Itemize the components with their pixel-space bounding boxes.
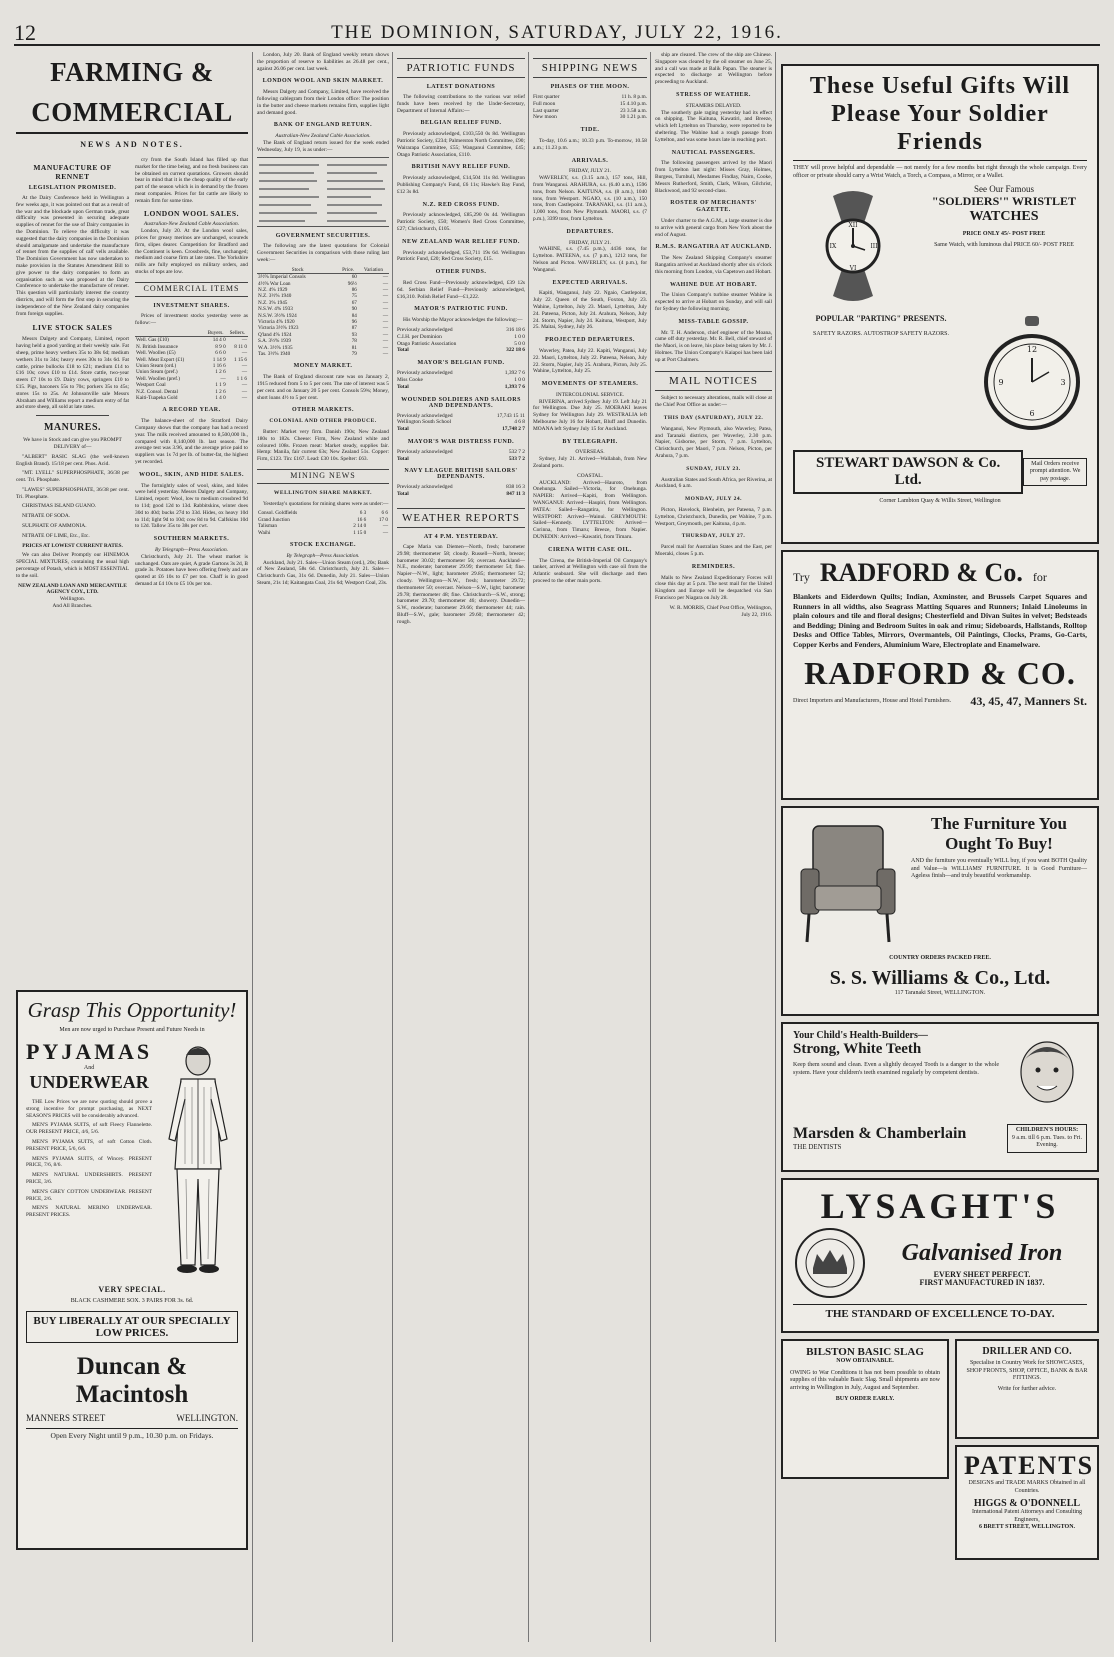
reminders-signature: W. R. MORRIS, Chief Post Office, Wellington, July 22, 1916. [669, 604, 772, 618]
manure-item: "MT. LYELL" SUPERPHOSPHATE, 36/38 per cent. Tri. Phosphate. [16, 470, 129, 484]
southern-sub: By Telegraph—Press Association. [154, 546, 229, 553]
exchange-heading: STOCK EXCHANGE. [289, 542, 357, 549]
lysaght-advertisement [781, 1178, 1099, 1333]
manures-branches: And All Branches. [52, 603, 93, 610]
manure-item: SULPHATE OF AMMONIA. [22, 523, 87, 530]
watch-price: PRICE ONLY 45/- POST FREE [962, 230, 1046, 237]
radford-heading: RADFORD & Co. [819, 558, 1023, 587]
column-rule [775, 52, 776, 1642]
other-markets-heading: OTHER MARKETS. [291, 407, 354, 414]
departures-heading: DEPARTURES. [566, 228, 614, 235]
pocket-watch-illustration [977, 314, 1087, 444]
svg-text:VI: VI [849, 265, 857, 272]
table-row: Well. Meat Export (£1) 1 14 9 1 15 6 [136, 356, 247, 363]
expected-heading: EXPECTED ARRIVALS. [552, 279, 628, 286]
divider [36, 415, 109, 416]
manure-item: "LAWES" SUPERPHOSPHATE, 36/38 per cent. Tri. Phosphate. [16, 486, 129, 500]
manures-company: NEW ZEALAND LOAN AND MERCANTILE AGENCY COY., LTD. [18, 582, 127, 596]
list-item: MEN'S PYJAMA SUITS, of Wincey. PRESENT PRICE, 7/6, 8/6. [26, 1155, 153, 1169]
gifts-body: THEY will prove helpful and dependable — not merely for a few months but right through the whole campaign. Every officer or private should carry a Wrist Watch, a Torch, a Compass, a Mirror, or a Wallet. [793, 165, 1087, 179]
svg-text:XII: XII [848, 222, 858, 229]
weather-time: AT 4 P.M. YESTERDAY. [423, 534, 499, 541]
passengers-heading: NAUTICAL PASSENGERS. [671, 149, 756, 156]
table-row: Consol. Goldfields 6 3 6 6 [258, 510, 388, 517]
table-row: Well. Woollen (£5) 6 6 0 — [136, 350, 247, 357]
table-row: Tas. 3½% 1940 79 — [258, 351, 388, 358]
money-heading: MONEY MARKET. [293, 363, 353, 370]
list-item: Total 1,393 7 6 [397, 383, 525, 390]
manure-item: "ALBERT" BASIC SLAG (the well-known English Brand). 15/18 per cent. Phos. Acid. [16, 453, 129, 467]
table-row: Grand Junction 16 6 17 0 [258, 516, 388, 523]
furniture-body: AND the furniture you eventually WILL buy, if you want BOTH Quality and Value—is WILLIAMS' FURNITURE. It is Good Furniture—Ageless finish—and truly beautiful workmanship. [911, 858, 1087, 880]
table-row: N.S.W. 3½% 1924 84 — [258, 312, 388, 319]
list-item: Previously acknowledged 316 18 6 [397, 326, 525, 333]
list-item: MEN'S NATURAL UNDERSHIRTS. PRESENT PRICE, 3/6. [26, 1172, 153, 1185]
duncan-city: WELLINGTON. [176, 1413, 238, 1423]
williams-address: 117 Taranaki Street, WELLINGTON. [894, 989, 986, 996]
weather-article: Cape Maria van Diemen—North, fresh; barometer 29.98; thermometer 58; cloudy. Russell—North, breeze; barometer 30.02; thermometer 56; overcast. Auckland—N.E., moderate; barometer 29.99; thermometer 54; fine. Napier—N.W., light; barometer 29.85; thermometer 52; cloudy. Wellington—N.W., fresh; barometer 29.72; thermometer 50; overcast. Nelson—S.W., light; barometer 29.78; thermometer 48; fine. Christchurch—S.W., strong; barometer 29.70; thermometer 46; showery. Dunedin—S.W., moderate; barometer 29.66; thermometer 44; rain. Bluff—S.W., gale; barometer 29.60; thermometer 42; rough. [397, 544, 525, 625]
williams-furniture-advertisement [781, 806, 1099, 1016]
shipping-news-heading: SHIPPING NEWS [533, 58, 647, 78]
teeth-heading-2: Strong, White Teeth [793, 1041, 922, 1057]
london-wool-sub: Australian-New Zealand Cable Association. [143, 221, 240, 228]
patents-advertisement [955, 1445, 1099, 1560]
duncan-street: MANNERS STREET [26, 1413, 106, 1423]
manures-intro: We have in Stock and can give you PROMPT DELIVERY of— [23, 437, 122, 450]
shipping-articles: TIDE. To-day, 10.6 a.m.; 10.33 p.m. To-morrow, 10.58 a.m.; 11.23 p.m. ARRIVALS. FRIDAY, JULY 21. WAVERLEY, s.s. (3.15 a.m.), 157 tons, Hill, from Wanganui. ARAHURA, s.s. (6.40 a.m.), 1596 tons, from Nelson. KAITUNA, s.s. (8 a.m.), 1040 tons, from Westport. NGAIO, s.s. (10 a.m.), 150 tons, from Castlepoint. TARANAKI, s.s. (11 a.m.), 1,000 tons, from New Plymouth. MAORI, s.s. (7 p.m.), 3399 tons, from Lyttelton. DEPARTURES. FRIDAY, JULY 21. WAHINE, s.s. (7.45 p.m.), 4436 tons, for Lyttelton. PATEENA, s.s. (7 p.m.), 1212 tons, for Nelson and Picton. WAVERLEY, s.s. (4 p.m.), for Wanganui. EXPECTED ARRIVALS. Kapiti, Wanganui, July 22. Ngaio, Castlepoint, July 22. Queen of the South, Foxton, July 23. Wahine, Lyttelton, July 23. Maori, Lyttelton, July 24. Pateena, Picton, July 24. Arahura, Nelson, July 24. Storm, Napier, July 24. Kaituna, Westport, July 25. Maitai, Sydney, July 26. PROJECTED DEPARTURES. Waverley, Patea, July 22. Kapiti, Wanganui, July 22. Maori, Lyttelton, July 22. Pateena, Nelson, July 22. Storm, Napier, July 25. Arahura, Picton, July 25. Wahine, Lyttelton, July 25. MOVEMENTS OF STEAMERS. INTERCOLONIAL SERVICE. RIVERINA, arrived Sydney July 19. Left July 21 for Wellington. Due July 25. MOERAKI leaves Sydney for Wellington July 29. WESTRALIA left Melbourne July 16 for Hobart, Bluff and Dunedin. MOANA left Sydney July 15 for Auckland. BY TELEGRAPH. OVERSEAS. Sydney, July 21. Arrived—Wallabah, from New Zealand ports. COASTAL. AUCKLAND: Arrived—Hauroto, from Onehunga. Sailed—Victoria, for Onehunga. NAPIER: Arrived—Kapiti, from Wellington. WANGANUI: Arrived—Haupiri, from Wellington. PATEA: Sailed—Rangatira, for Wellington. WESTPORT: Arrived—Wainui. GREYMOUTH: Sailed—Kennedy. LYTTELTON: Arrived—Corinna, from Timaru; Breeze, from Napier. DUNEDIN: Arrived—Kawatiri, from Timaru. CIRENA WITH CASE OIL. The Cirena, the British-Imperial Oil Company's tanker, arrived at Wellington with case oil from the Atlantic seaboard. She will discharge and then proceed to the other main ports. [533, 127, 647, 585]
dentists-logo: Marsden & Chamberlain [793, 1125, 967, 1143]
list-item: Total 847 11 3 [397, 491, 525, 498]
govt-securities-table: Stock Price. Variation 3½% Imperial Consols 60 — 4½% War Loan 96½ — N.Z. 4% 1929 86 — N.Z. 3½% 1940 75 — N.Z. 3% 1945 67 — N.S.W. 4% 1933 90 — N.S.W. 3½% 1924 84 — Victoria 4% 1920 96 — Victoria 3½% 1923 87 — Q'land 4% 1924 93 — S.A. 3½% 1939 78 — W.A. 3½% 1935 81 — Tas. 3½% 1940 79 — [258, 266, 388, 358]
stewart-dawson-address: Corner Lambton Quay & Willis Street, Wellington [879, 498, 1001, 504]
weather-reports-heading: WEATHER REPORTS [397, 508, 525, 528]
luminous-price: Same Watch, with luminous dial PRICE 60/- POST FREE [934, 242, 1074, 248]
bank-return-figures [257, 157, 389, 227]
mail-day: MONDAY, JULY 24. [684, 496, 742, 503]
gifts-heading-1: These Useful Gifts Will [809, 73, 1071, 99]
list-item: Previously acknowledged 532 7 2 [397, 448, 525, 455]
table-row: S.A. 3½% 1939 78 — [258, 338, 388, 345]
manures-prices: PRICES AT LOWEST CURRENT RATES. [22, 542, 123, 549]
try-label: Try [793, 570, 810, 584]
pyjamas-advertisement [16, 990, 248, 1550]
mail-orders-note: Mail Orders receive prompt attention. We pay postage. [1023, 458, 1087, 487]
driller-cta: Write for further advice. [997, 1385, 1057, 1392]
navy-heading: BRITISH NAVY RELIEF FUND. [411, 164, 511, 171]
commercial-articles: A RECORD YEAR. The balance-sheet of the Stratford Dairy Company shows that the company has had a record year. The milk received amounted to 8,500,000 lb., compared with 8,140,000 lb. last season. The average test was 3.96, and the average price paid to suppliers was 1s 7d per lb. of butter-fat, the highest yet recorded. WOOL, SKIN, AND HIDE SALES. The fortnightly sales of wool, skins, and hides were held yesterday. Messrs Dalgety and Company, Limited, report: Wool, low to medium crossbred 9d to 11d; good 12d to 13d. Rabbitskins, winter does 30d to 40d; bucks 27d to 33d. Hides, ox heavy 10d to 11d; light 9d to 10d; cow 8d to 9d. Calfskins 10d to 12d. Tallow 35s to 38s per cwt. SOUTHERN MARKETS. By Telegraph—Press Association. Christchurch, July 21. The wheat market is unchanged. Oats are quiet, A grade Gartons 3s 2d, B grade 3s. Potatoes have been offering freely and are quoted at £6 10s to £7 per ton. Chaff is in good demand at £4 10s to £5 10s per ton. [135, 407, 248, 587]
redcross-heading: N.Z. RED CROSS FUND. [422, 201, 500, 208]
table-row: Westport Coal 1 1 9 — [136, 382, 247, 389]
shipping-notes: ship are cleared. The crew of the ship are Chinese. Singapore was cleared by the oil steamer on June 25, and a call was made at Balik Papan. The steamer is expected to discharge at Wellington before proceeding to Auckland. STRESS OF WEATHER. STEAMERS DELAYED. The southerly gale raging yesterday had its effect on shipping. The Kaituna, Kawatiri, and Breeze, which left Lyttelton on Thursday, were reported to be sheltering. The Wahine had a rough passage from Lyttelton, and was some hours late in reaching port. NAUTICAL PASSENGERS. The following passengers arrived by the Maori from Lyttelton last night: Misses Gray, Holmes, Burgess, Turnbull, Mesdames Findlay, Nairn, Cooke, Messrs Rutherford, Smith, Clark, Wilson, Gilchrist, Blackwood, and 92 second-class. ROSTER OF MERCHANTS' GAZETTE. Under charter to the A.G.M., a large steamer is due to arrive with general cargo from New York about the end of August. R.M.S. RANGATIRA AT AUCKLAND. The New Zealand Shipping Company's steamer Rangatira arrived at Auckland shortly after six o'clock this morning from London, via Capetown and Hobart. WAHINE DUE AT HOBART. The Union Company's turbine steamer Wahine is expected to arrive at Hobart on Sunday, and will sail for Sydney the following morning. MISS-TABLE GOSSIP. Mr. T. H. Anderson, chief engineer of the Moana, came off duty yesterday. Mr. R. Bell, chief steward of the Maori, is on leave, his place being taken by Mr. J. Holmes. The Union Company's Kaiapoi has been laid up at Port Chalmers. [655, 52, 772, 363]
svg-text:9: 9 [998, 378, 1004, 387]
radford-tagline: Direct Importers and Manufacturers, House and Hotel Furnishers. [793, 697, 952, 704]
table-row: Waihi 1 15 0 — [258, 529, 388, 536]
arrivals-heading: ARRIVALS. [571, 157, 609, 164]
list-item: Previously acknowledged 17,743 15 11 [397, 412, 525, 419]
galvanised-iron-heading: Galvanised Iron [901, 1240, 1063, 1266]
gifts-heading-2: Please Your Soldier Friends [793, 100, 1087, 161]
duncan-hours: Open Every Night until 9 p.m., 10.30 p.m. on Fridays. [26, 1428, 238, 1440]
svg-text:III: III [870, 243, 878, 250]
distress-heading: MAYOR'S WAR DISTRESS FUND. [407, 438, 515, 445]
mayor-fund-list [397, 327, 525, 354]
country-orders-note: COUNTRY ORDERS PACKED FREE. [889, 955, 991, 961]
radford-logo: RADFORD & CO. [804, 655, 1076, 691]
list-item: Wellington South School 4 6 8 [397, 419, 525, 426]
teeth-body: Keep them sound and clean. Even a slightly decayed Tooth is a danger to the whole system. Have your children's teeth examined regularly by competent dentists. [793, 1062, 999, 1076]
govt-securities: GOVERNMENT SECURITIES. The following are the latest quotations for Colonial Government Securities in comparison with those ruling last week:— [257, 232, 389, 263]
patents-heading: PATENTS [964, 1451, 1095, 1480]
radford-body: Blankets and Eiderdown Quilts; Indian, Axminster, and Brussels Carpet Squares and Runners in all widths, also Seagrass Matting Squares and Runners; Inlaid Linoleums in plain colours and tile and floral designs; Chesterfield and Divan Suites in velvet; Bedsteads and Bedding; Dining and Bedroom Suites in oak and rimu; Sideboards, Hallstands, Rolltop Desks and Office Tables, Mirrors, Overmantels, Oil Paintings, Clocks, Prams, Go-Carts, Copper Kerbs and Fenders, Aluminium Ware, Electroplate and Enamelware. [793, 592, 1087, 649]
war-relief-heading: NEW ZEALAND WAR RELIEF FUND. [402, 238, 520, 245]
bank-heading: BANK OF ENGLAND RETURN. [273, 122, 373, 129]
underwear-heading: UNDERWEAR [29, 1072, 149, 1092]
socks-offer: BLACK CASHMERE SOX. 3 PAIRS FOR 3s. 6d. [70, 1297, 194, 1304]
patriotic-articles: The following contributions to the various war relief funds have been received by the Under-Secretary, Department of Internal Affairs:— BELGIAN RELIEF FUND. Previously acknowledged, £103,550 0s 8d. Wellington Patriotic Society, £234; Palmerston North Committee, £90; Wairarapa Committee, £55; Wanganui Committee, £45; Otago Patriotic Association, £110. BRITISH NAVY RELIEF FUND. Previously acknowledged, £14,504 11s 8d. Wellington Publishing Company's Fund, £6 11s; Hawke's Bay Fund, £12 3s 8d. N.Z. RED CROSS FUND. Previously acknowledged, £85,290 0s 4d. Wellington Patriotic Society, £50; Women's Red Cross Committee, £27; Christchurch, £105. NEW ZEALAND WAR RELIEF FUND. Previously acknowledged, £53,711 19s 6d. Wellington Patriotic Fund, £20; Red Cross Society, £15. OTHER FUNDS. Red Cross Fund—Previously acknowledged, £39 12s 6d. Serbian Relief Fund—Previously acknowledged, £16,310. Polish Relief Fund—£1,222. MAYOR'S PATRIOTIC FUND. His Worship the Mayor acknowledges the following:— [397, 94, 525, 324]
grasp-heading: Grasp This Opportunity! [27, 998, 237, 1022]
for-label: for [1032, 570, 1047, 584]
buy-order-early: BUY ORDER EARLY. [835, 1396, 895, 1403]
london-wool-skin-heading: LONDON WOOL AND SKIN MARKET. [262, 78, 384, 85]
radford-advertisement [781, 550, 1099, 800]
mail-day: THURSDAY, JULY 27. [681, 533, 746, 540]
navy-league-list [397, 484, 525, 498]
svg-text:12: 12 [1026, 345, 1038, 354]
commercial-heading: COMMERCIAL ITEMS [135, 282, 248, 297]
column-shipping-notes [655, 52, 772, 621]
bilston-slag-advertisement [781, 1339, 949, 1479]
livestock-article: Messrs Dalgety and Company, Limited, report having held a good yarding at their weekly sale. Fat sheep, prime heavy wethers 35s to 38s 6d; medium wethers 31s to 34s; heavy ewes 30s to 34s 6d. Fat cattle, prime bullocks £18 to £21; medium £14 to £16 10s; cows £10 to £14. Store cattle, two-year steers £7 10s to £9. Dairy cows, springers £10 to £15. Pigs, baconers 55s to 70s; porkers 35s to 45s; stores 15s to 25s. At Johnsonville sale Messrs Abraham and Williams report a medium entry of fat and store sheep, all sold at late rates. [16, 336, 129, 411]
table-row: Victoria 4% 1920 96 — [258, 319, 388, 325]
patents-sub: International Patent Attorneys and Consulting Engineers, [972, 1509, 1082, 1523]
table-row: W.A. 3½% 1935 81 — [258, 344, 388, 351]
masthead [14, 20, 1100, 46]
teeth-heading-1: Your Child's Health-Builders— [793, 1030, 928, 1041]
tide-heading: TIDE. [580, 127, 600, 134]
every-sheet-perfect: EVERY SHEET PERFECT. [933, 1270, 1031, 1279]
lysaght-heading: LYSAGHT'S [820, 1186, 1060, 1226]
arrivals-day: FRIDAY, JULY 21. [568, 168, 612, 175]
grasp-intro: Men are now urged to Purchase Present and Future Needs in [59, 1027, 205, 1033]
svg-text:IX: IX [829, 243, 837, 250]
moon-phases-heading: PHASES OF THE MOON. [550, 84, 630, 90]
furniture-heading-2: Ought To Buy! [945, 834, 1053, 853]
column-shipping [533, 52, 647, 588]
wahine-heading: WAHINE DUE AT HOBART. [670, 281, 757, 288]
furniture-heading-1: The Furniture You [930, 814, 1068, 833]
list-item: MEN'S PYJAMA SUITS, of soft Fleecy Flannelette. OUR PRESENT PRICE, 4/6, 5/6. [26, 1122, 153, 1136]
list-item: Full moon 15 4.10 p.m. [533, 100, 647, 107]
column-rule [392, 52, 393, 1642]
telegraph-heading: BY TELEGRAPH. [562, 438, 618, 445]
children-hours: 9 a.m. till 6 p.m. Tues. to Fri. Evening. [1011, 1134, 1083, 1148]
table-row: Kaiti-Tuapeka Gold 1 4 0 — [136, 395, 247, 401]
manure-item: NITRATE OF SODA. [22, 513, 71, 520]
lysaght-trade-mark-emblem [793, 1226, 867, 1300]
exchange-sub: By Telegraph—Press Association. [286, 552, 360, 559]
govt-heading: GOVERNMENT SECURITIES. [275, 232, 371, 239]
table-row: Well. Woollen (pref.) — 1 1 6 [136, 375, 247, 382]
steamers-delayed-sub: STEAMERS DELAYED. [685, 102, 742, 109]
table-row: N.Z. Consol. Dental 1 2 6 — [136, 388, 247, 395]
record-heading: A RECORD YEAR. [162, 407, 221, 414]
overseas-heading: OVERSEAS. [575, 449, 605, 456]
grasp-items [26, 1122, 152, 1219]
very-special-label: VERY SPECIAL. [98, 1284, 166, 1294]
list-item: Otago Patriotic Association 5 0 0 [397, 340, 525, 347]
wounded-list [397, 413, 525, 433]
man-in-pyjamas-illustration [158, 1039, 238, 1279]
column-rule [528, 52, 529, 1642]
list-item: Previously acknowledged 1,392 7 6 [397, 370, 525, 377]
mining-heading: MINING NEWS [257, 469, 389, 484]
list-item: MEN'S GREY COTTON UNDERWEAR. PRESENT PRICE, 2/6. [26, 1188, 153, 1202]
column-rule [252, 52, 253, 1642]
southern-heading: SOUTHERN MARKETS. [153, 536, 230, 543]
rennet-heading: MANUFACTURE OF RENNET [33, 163, 112, 181]
table-row: N.Z. 4% 1929 86 — [258, 286, 388, 293]
colonial-produce-heading: COLONIAL AND OTHER PRODUCE. [269, 418, 377, 425]
list-item: Total 533 7 2 [397, 455, 525, 462]
livestock-heading: LIVE STOCK SALES [32, 323, 113, 333]
pyjamas-heading: PYJAMAS [26, 1038, 153, 1064]
watches-heading: WATCHES [969, 208, 1039, 224]
patriotic-funds-heading: PATRIOTIC FUNDS [397, 58, 525, 78]
mail-day: SUNDAY, JULY 23. [686, 465, 741, 472]
bank-sub: Australian-New Zealand Cable Association. [275, 133, 371, 140]
wounded-heading: WOUNDED SOLDIERS AND SAILORS AND DEPENDANTS. [401, 396, 521, 409]
london-wool-heading: LONDON WOOL SALES. [144, 208, 239, 218]
standard-of-excellence: THE STANDARD OF EXCELLENCE TO-DAY. [793, 1304, 1087, 1320]
stock-exchange: STOCK EXCHANGE. By Telegraph—Press Association. Auckland, July 21. Sales—Union Steam (ord.), 20s; Bank of New Zealand, 58s 6d. Christchurch, July 21. Sales—Christchurch Gas, 31s 6d. Dunedin, July 21. Sales—Union Steam, 21s 1d; Kaitangata Coal, 21s 6d; Westport Coal, 23s. [257, 542, 389, 586]
wristlet-watch-illustration [793, 186, 913, 306]
list-item: New moon 30 1.21 p.m. [533, 114, 647, 121]
driller-heading: DRILLER AND CO. [982, 1346, 1072, 1357]
column-farming [16, 52, 248, 610]
table-row: N.Z. 3½% 1940 75 — [258, 293, 388, 300]
investment-heading: INVESTMENT SHARES. [153, 302, 230, 309]
child-portrait-illustration [1007, 1030, 1087, 1120]
table-row: N. British Insurance 8 9 0 8 11 0 [136, 343, 247, 350]
manures-list [16, 454, 129, 540]
manures-note: We can also Deliver Promptly our HINEMOA SPECIAL MIXTURES, containing the usual high percentage of Potash, which is MOST ESSENTIAL to the soil. [16, 552, 129, 579]
coastal-heading: COASTAL. [577, 472, 603, 479]
svg-text:3: 3 [1060, 378, 1066, 387]
dentists-advertisement [781, 1022, 1099, 1172]
manures-location: Wellington. [59, 596, 86, 603]
driller-body: Specialise in Country Work for SHOWCASES, SHOP FRONTS, SHOP, OFFICE, BANK & BAR FITTINGS. [966, 1360, 1088, 1382]
table-row: Talisman 2 14 0 — [258, 523, 388, 530]
table-row: Well. Gas (£10) 14 4 0 — [136, 337, 247, 344]
column-markets [257, 52, 389, 590]
mail-day: THIS DAY (SATURDAY), JULY 22. [663, 415, 764, 422]
rennet-article: At the Dairy Conference held in Wellington a few weeks ago, it was pointed out that as a result of the war and the blockade upon German trade, great difficulty was presented in securing adequate supplies of rennet for the use of Dairy companies in the Dominion. To relieve the difficulty it was suggested that the dairy companies in the Dominion should amalgamate and undertake the manufacture of rennet from the supplies of calf vells available. The Dominion Government has now undertaken to make provision in the Statutes Amendment Bill to give power to the dairy companies to form an organisation such as was proposed at the Dairy Conference to undertake the manufacture of rennet. This question will particularly interest the country districts, and will form the first step in securing the independence of the New Zealand dairy companies from foreign supplies. [16, 195, 129, 317]
roster-heading: ROSTER OF MERCHANTS' GAZETTE. [670, 200, 757, 214]
and-label: And [83, 1064, 95, 1071]
table-row: N.S.W. 4% 1933 90 — [258, 306, 388, 313]
bilston-heading: BILSTON BASIC SLAG [806, 1346, 924, 1358]
col1-continued-article: cry from the South Island has filled up that market for the time being, and no fresh business can be obtained on current quotations. Growers should bear in mind that it is the cheap quality of the early part of the season which is in demand by the frozen meat companies. Prices for fat cattle are likely to remain firm for some time. LONDON WOOL SALES. Australian-New Zealand Cable Association. London, July 20. At the London wool sales, prices for greasy merinos are unchanged, scoureds firm, slipes dearer. Competition for Bradford and the Continent is keen. Crossbreds, fine, unchanged; medium and coarse firm at late rates. The Yorkshire mills are fully employed on military orders, and stocks of tops are low. COMMERCIAL ITEMS INVESTMENT SHARES. Prices of investment stocks yesterday were as follow:— [135, 157, 248, 327]
reminders-heading: REMINDERS. [691, 563, 736, 570]
table-row: 4½% War Loan 96½ — [258, 280, 388, 287]
list-item: Last quarter 23 3.58 a.m. [533, 107, 647, 114]
investment-table: Buyers. Sellers. Well. Gas (£10) 14 4 0 — N. British Insurance 8 9 0 8 11 0 Well. Woollen (£5) 6 6 0 — Well. Meat Export (£1) 1 14 9 1 15 6 Union Steam (ord.) 1 16 6 — Union Steam (pref.) 1 2 6 — Well. Woollen (pref.) — 1 1 6 Westport Coal 1 1 9 — N.Z. Consol. Dental 1 2 6 — Kaiti-Tuapeka Gold 1 4 0 — [136, 329, 247, 401]
table-row: Union Steam (ord.) 1 16 6 — [136, 362, 247, 369]
belgian-heading: BELGIAN RELIEF FUND. [420, 120, 502, 127]
list-item: Miss Cooke 1 0 0 [397, 376, 525, 383]
list-item: Total 322 18 6 [397, 347, 525, 354]
grasp-cta: BUY LIBERALLY AT OUR SPECIALLY LOW PRICES. [26, 1311, 238, 1343]
table-row: 3½% Imperial Consols 60 — [258, 274, 388, 281]
column-patriotic-funds [397, 52, 525, 629]
manure-item: CHRISTMAS ISLAND GUANO. [22, 503, 97, 510]
latest-donations-heading: LATEST DONATIONS [426, 84, 496, 90]
gossip-heading: MISS-TABLE GOSSIP. [678, 318, 749, 325]
other-funds-heading: OTHER FUNDS. [435, 269, 487, 276]
patents-firm: HIGGS & O'DONNELL [973, 1498, 1081, 1509]
column-rule [650, 52, 651, 1642]
williams-logo: S. S. Williams & Co., Ltd. [829, 966, 1051, 989]
page-number: 12 [14, 20, 36, 45]
list-item: MEN'S NATURAL MERINO UNDERWEAR. PRESENT PRICES. [26, 1205, 153, 1219]
mayor-belgian-list [397, 370, 525, 390]
armchair-illustration [793, 814, 903, 949]
see-our-famous: See Our Famous [974, 184, 1034, 194]
stewart-dawson-advertisement [781, 64, 1099, 544]
table-row: Q'land 4% 1924 93 — [258, 331, 388, 338]
stewart-dawson-logo: STEWART DAWSON & Co. Ltd. [793, 450, 1023, 494]
table-row: Union Steam (pref.) 1 2 6 — [136, 369, 247, 376]
mayor-fund-heading: MAYOR'S PATRIOTIC FUND. [414, 306, 508, 313]
soldiers-watches-heading: "SOLDIERS'" WRISTLET [931, 193, 1077, 208]
farming-banner: FARMING & COMMERCIAL [16, 52, 248, 134]
list-item: C.I.H. per Dominion 1 0 0 [397, 333, 525, 340]
safety-razors: SAFETY RAZORS. AUTOSTROP SAFETY RAZORS. [813, 331, 949, 337]
news-notes-subhead: NEWS AND NOTES. [80, 140, 184, 149]
wool-heading: WOOL, SKIN, AND HIDE SALES. [138, 471, 245, 478]
first-manufactured: FIRST MANUFACTURED IN 1837. [919, 1277, 1045, 1287]
movements-sub: INTERCOLONIAL SERVICE. [556, 391, 624, 398]
money-markets: MONEY MARKET. The Bank of England discount rate was on January 2, 1915 reduced from 5 to 5 per cent. The rate of interest was 5 per cent. and on January 20 5 per cent. Consols 59¾; Money, short loans 4½ to 5 per cent. OTHER MARKETS. COLONIAL AND OTHER PRODUCE. Butter: Market very firm. Danish 190s; New Zealand 180s to 182s. Cheese: Firm, New Zealand white and coloured 108s. Frozen meat: Market steady, supplies fair. Hemp: Manila, fair current 63s; New Zealand 51s. Copper: Firm, £123. Tin: £167. Lead: £30 10s. Spelter: £63. MINING NEWS WELLINGTON SHARE MARKET. Yesterday's quotations for mining shares were as under:— [257, 363, 389, 507]
grasp-body: THE Low Prices we are now quoting should prove a strong incentive for prompt purchasing, as NEXT SEASON'S PRICES will be considerably advanced. [26, 1099, 153, 1119]
children-hours-heading: CHILDREN'S HOURS: [1015, 1127, 1079, 1133]
now-obtainable: NOW OBTAINABLE. [836, 1358, 894, 1364]
mining-table [257, 510, 389, 536]
table-row: N.Z. 3% 1945 67 — [258, 299, 388, 306]
table-row: Victoria 3½% 1923 87 — [258, 325, 388, 332]
duncan-macintosh-logo: Duncan & Macintosh [75, 1353, 189, 1408]
list-item: Total 17,748 2 7 [397, 426, 525, 433]
navy-league-heading: NAVY LEAGUE BRITISH SAILORS' DEPENDANTS. [404, 468, 518, 481]
svg-text:6: 6 [1029, 409, 1035, 418]
rangatira-heading: R.M.S. RANGATIRA AT AUCKLAND. [655, 244, 772, 251]
distress-list [397, 449, 525, 463]
newspaper-title: THE DOMINION, SATURDAY, JULY 22, 1916. [331, 22, 783, 43]
list-item: Previously acknowledged 838 16 3 [397, 484, 525, 491]
rennet-subheading: LEGISLATION PROMISED. [28, 185, 117, 191]
projected-heading: PROJECTED DEPARTURES. [545, 337, 635, 344]
list-item: First quarter 11 h. 8 p.m. [533, 94, 647, 100]
cirena-heading: CIRENA WITH CASE OIL. [548, 546, 632, 553]
mayor-belgian-heading: MAYOR'S BELGIAN FUND. [417, 360, 505, 367]
popular-presents-heading: POPULAR "PARTING" PRESENTS. [815, 314, 947, 323]
patents-address: 6 BRETT STREET, WELLINGTON. [978, 1524, 1076, 1530]
moon-phases-list [533, 94, 647, 121]
dentists-label: THE DENTISTS [793, 1143, 842, 1152]
mining-sub: WELLINGTON SHARE MARKET. [273, 489, 373, 496]
movements-heading: MOVEMENTS OF STEAMERS. [541, 381, 639, 388]
manure-item: NITRATE OF LIME, Etc., Etc. [22, 532, 90, 539]
stress-weather-heading: STRESS OF WEATHER. [676, 91, 751, 98]
mail-notices-heading: MAIL NOTICES [655, 371, 772, 391]
mail-notices: Subject to necessary alterations, mails will close at the Chief Post Office as under:— THIS DAY (SATURDAY), JULY 22. Wanganui, New Plymouth, also Waverley, Patea, and Taranaki districts, per Waverley, 2.30 p.m. Napier, Gisborne, per Storm, 7 p.m. Lyttelton, Christchurch, per Maori, 7 p.m. Nelson, Picton, per Arahura, 7 p.m. SUNDAY, JULY 23. Australian States and South Africa, per Riverina, at Auckland, 6 a.m. MONDAY, JULY 24. Picton, Havelock, Blenheim, per Pateena, 7 p.m. Lyttelton, Christchurch, Dunedin, per Wahine, 7 p.m. Westport, Greymouth, per Kaituna, 4 p.m. THURSDAY, JULY 27. Parcel mail for Australian States and the East, per Moeraki, closes 5 p.m. REMINDERS. Mails to New Zealand Expeditionary Forces will close this day at 5 p.m. The next mail for the United Kingdom and Europe will be despatched via San Francisco per Niagara on July 28. W. R. MORRIS, Chief Post Office, Wellington, July 22, 1916. [655, 395, 772, 618]
manures-heading: MANURES. [43, 422, 102, 434]
list-item: MEN'S PYJAMA SUITS, of soft Cotton Cloth. PRESENT PRICE, 5/6, 6/6. [26, 1138, 153, 1152]
driller-advertisement [955, 1339, 1099, 1439]
markets-articles: London, July 20. Bank of England weekly return shows the proportion of reserve to liabilities as 26.48 per cent., against 26.06 per cent. last week. LONDON WOOL AND SKIN MARKET. Messrs Dalgety and Company, Limited, have received the following cablegram from their London office: The position in the butter and cheese markets remains firm, supplies light and demand good. BANK OF ENGLAND RETURN. Australian-New Zealand Cable Association. The Bank of England return issued for the week ended Wednesday, July 19, is as under:— [257, 52, 389, 153]
departures-day: FRIDAY, JULY 21. [568, 239, 612, 246]
bilston-body: OWING to War Conditions it has not been possible to obtain supplies of this valuable Basic Slag. Small shipments are now arriving in Wellington in July, August and September. [790, 1369, 940, 1391]
radford-address: 43, 45, 47, Manners St. [970, 694, 1087, 708]
patents-body: DESIGNS and TRADE MARKS Obtained in all Countries. [968, 1480, 1086, 1494]
